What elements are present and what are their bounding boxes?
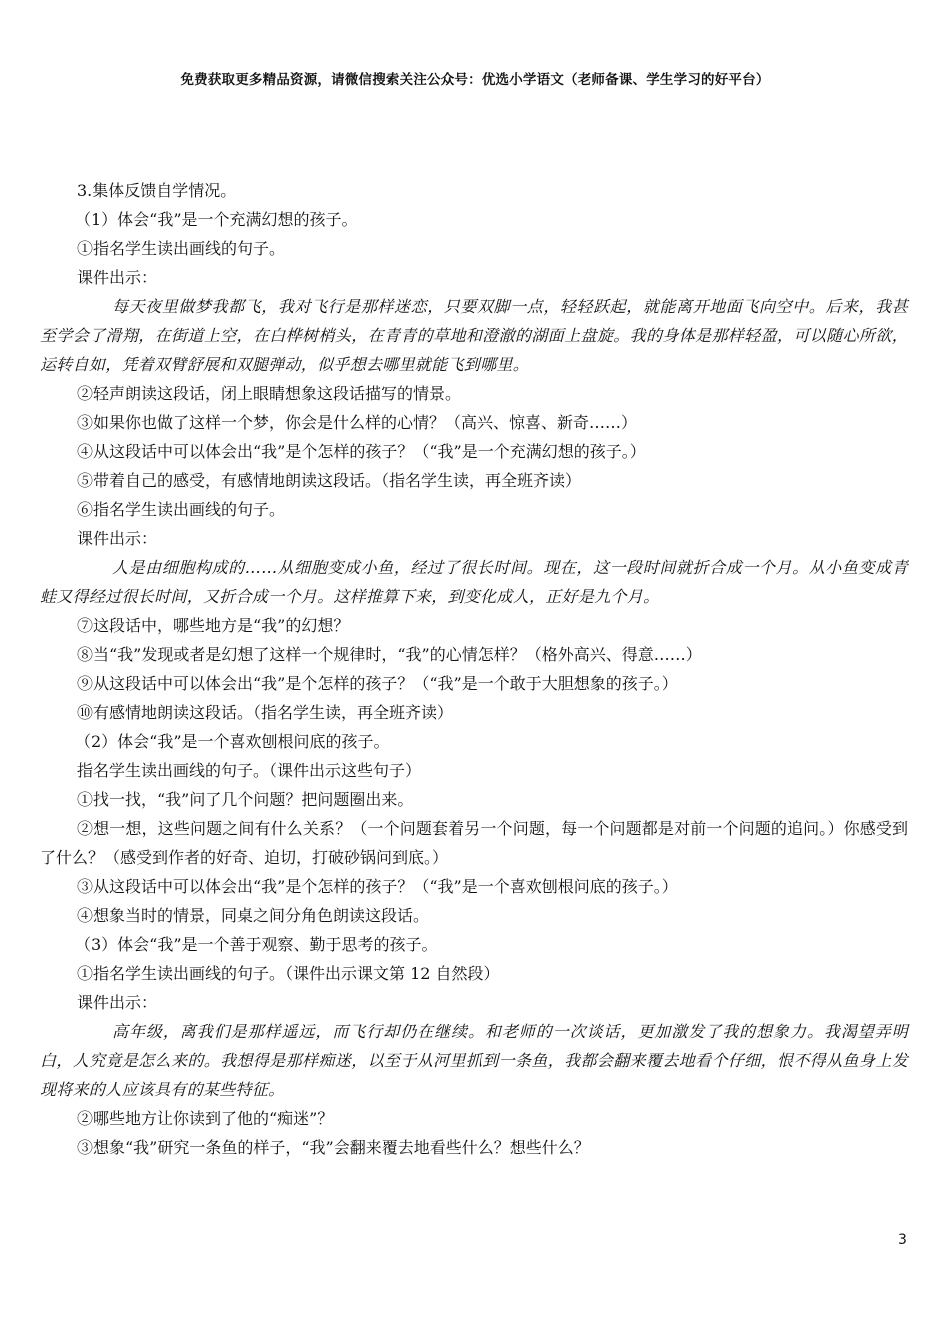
subsection-heading: （1）体会“我”是一个充满幻想的孩子。 — [75, 210, 358, 229]
section-heading: 3.集体反馈自学情况。 — [77, 181, 237, 200]
step-line: ⑩有感情地朗读这段话。（指名学生读，再全班齐读） — [77, 703, 454, 722]
step-line: ③如果你也做了这样一个梦，你会是什么样的心情？（高兴、惊喜、新奇……） — [77, 413, 638, 432]
courseware-label: 课件出示： — [77, 993, 158, 1012]
quote-paragraph: 高年级，离我们是那样遥远，而飞行却仍在继续。和老师的一次谈话，更加激发了我的想象力。我渴望弄明白，人究竟是怎么来的。我想得是那样痴迷，以至于从河里抓到一条鱼，我都会翻来覆去地看个仔细，恨不得从鱼身上发现将来的人应该具有的某些特征。 — [40, 1022, 908, 1099]
page-header-banner: 免费获取更多精品资源，请微信搜索关注公众号：优选小学语文（老师备课、学生学习的好平台） — [180, 72, 770, 88]
step-line: ②哪些地方让你读到了他的“痴迷”？ — [77, 1109, 334, 1128]
step-line: ①指名学生读出画线的句子。 — [77, 239, 286, 258]
step-line: ③从这段话中可以体会出“我”是个怎样的孩子？（“我”是一个喜欢刨根问底的孩子。） — [77, 877, 678, 896]
courseware-label: 课件出示： — [77, 268, 158, 287]
courseware-label: 课件出示： — [77, 529, 158, 548]
step-line: ⑥指名学生读出画线的句子。 — [77, 500, 286, 519]
subsection-heading: （3）体会“我”是一个善于观察、勤于思考的孩子。 — [75, 935, 438, 954]
step-line: ②轻声朗读这段话，闭上眼睛想象这段话描写的情景。 — [77, 384, 462, 403]
step-line: ①指名学生读出画线的句子。（课件出示课文第 12 自然段） — [77, 964, 500, 983]
page-number: 3 — [898, 1232, 907, 1248]
quote-paragraph: 每天夜里做梦我都飞，我对飞行是那样迷恋，只要双脚一点，轻轻跃起，就能离开地面飞向空中。后来，我甚至学会了滑翔，在街道上空，在白桦树梢头，在青青的草地和澄澈的湖面上盘旋。我的身体是那样轻盈，可以随心所欲，运转自如，凭着双臂舒展和双腿弹动，似乎想去哪里就能飞到哪里。 — [40, 297, 908, 374]
step-line: ⑦这段话中，哪些地方是“我”的幻想？ — [77, 616, 350, 635]
step-line: ⑧当“我”发现或者是幻想了这样一个规律时，“我”的心情怎样？（格外高兴、得意……） — [77, 645, 702, 664]
step-line: ⑨从这段话中可以体会出“我”是个怎样的孩子？（“我”是一个敢于大胆想象的孩子。） — [77, 674, 678, 693]
step-paragraph: ②想一想，这些问题之间有什么关系？（一个问题套着另一个问题，每一个问题都是对前一个问题的追问。）你感受到了什么？（感受到作者的好奇、迫切，打破砂锅问到底。） — [40, 819, 908, 867]
subsection-heading: （2）体会“我”是一个喜欢刨根问底的孩子。 — [75, 732, 390, 751]
quote-paragraph: 人是由细胞构成的……从细胞变成小鱼，经过了很长时间。现在，这一段时间就折合成一个月。从小鱼变成青蛙又得经过很长时间，又折合成一个月。这样推算下来，到变化成人，正好是九个月。 — [40, 558, 908, 606]
step-line: ①找一找，“我”问了几个问题？把问题圈出来。 — [77, 790, 414, 809]
step-line: ⑤带着自己的感受，有感情地朗读这段话。（指名学生读，再全班齐读） — [77, 471, 582, 490]
step-line: ④从这段话中可以体会出“我”是个怎样的孩子？（“我”是一个充满幻想的孩子。） — [77, 442, 646, 461]
document-body — [40, 176, 908, 1162]
step-line: 指名学生读出画线的句子。（课件出示这些句子） — [77, 761, 422, 780]
step-line: ④想象当时的情景，同桌之间分角色朗读这段话。 — [77, 906, 430, 925]
step-line: ③想象“我”研究一条鱼的样子，“我”会翻来覆去地看些什么？想些什么？ — [77, 1138, 590, 1157]
